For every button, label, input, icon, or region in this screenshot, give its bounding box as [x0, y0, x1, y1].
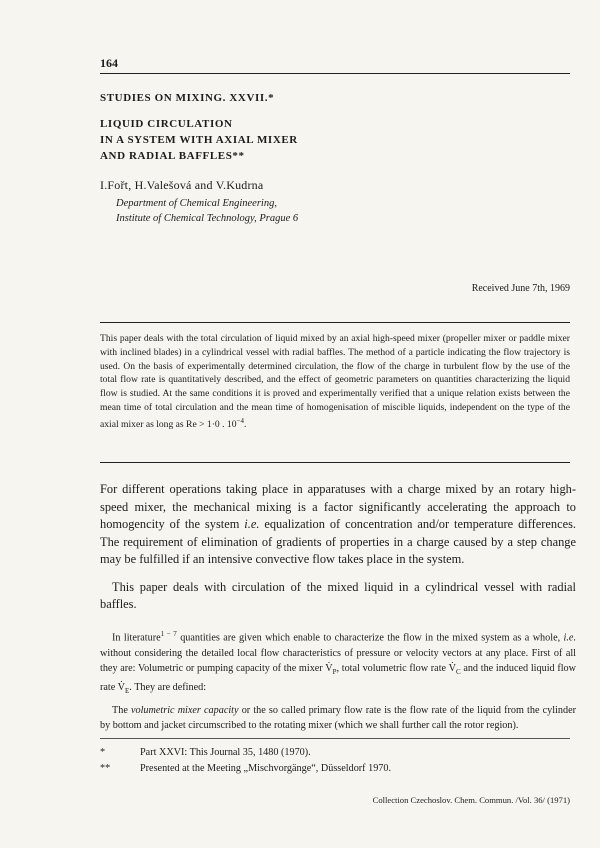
footnote-2: [100, 761, 391, 777]
footnotes: [100, 745, 391, 777]
series-title: STUDIES ON MIXING. XXVII.*: [100, 92, 275, 104]
footnote-rule: [100, 738, 570, 739]
affiliation-line-1: Department of Chemical Engineering,: [116, 198, 277, 209]
footnote-1-text: Part XXVI: This Journal 35, 1480 (1970).: [140, 747, 311, 758]
title-line-1: LIQUID CIRCULATION: [100, 118, 233, 130]
subscript-p: P: [332, 667, 337, 676]
abstract-bottom-rule: [100, 462, 570, 463]
abstract-top-rule: [100, 322, 570, 323]
body-text: [100, 481, 576, 614]
s1-f: . They are defined:: [129, 682, 207, 694]
body-p1-b: equalization of concentration and/or temperature differences. The requirement of elimination of gradients of properties in a charge caused by a step change may be fulfilled if an intensive convective flow takes place in the system.: [100, 517, 576, 566]
body-paragraph-1: [100, 481, 576, 569]
subscript-c: C: [455, 667, 461, 676]
small-text: [100, 627, 576, 734]
s2-a: The: [112, 705, 131, 717]
s2-b: or the so called primary flow rate is the flow rate of the liquid from the cylinder by bottom and jacket circumscribed to the rotating mixer (which we shall further call the rotor region).: [100, 705, 576, 732]
abstract-end: .: [243, 418, 247, 430]
title-line-2: IN A SYSTEM WITH AXIAL MIXER: [100, 134, 298, 146]
footnote-1: [100, 745, 391, 761]
abstract-text: This paper deals with the total circulation of liquid mixed by an axial high-speed mixer (propeller mixer or paddle mixer with inclined blades) in a cylindrical vessel with radial baffles. The method of a particle indicating the flow trajectory is used. On the basis of experimentally determined circulation, the flow of the charge in turbulent flow by the use of the total flow rate is quantitatively described, and the effect of geometric parameters on quantities characterizing the liquid flow is studied. At the same conditions it is proved and experimentally verified that a unique relation exists between the mean time of total circulation and the mean time of homogenisation of miscible liquids, independent on the type of the axial mixer as long as Re > 1·0 . 10: [100, 333, 570, 430]
s1-b: quantities are given which enable to characterize the flow in the mixed system as a whole,: [176, 632, 564, 644]
header-rule: [100, 73, 570, 74]
footnote-1-mark: *: [100, 747, 106, 758]
body-paragraph-2: This paper deals with circulation of the mixed liquid in a cylindrical vessel with radial baffles.: [100, 579, 576, 611]
body-p1-ie: i.e.: [244, 517, 260, 531]
small-paragraph-2: [100, 703, 576, 733]
abstract-exponent: −4: [236, 416, 244, 425]
abstract: [100, 332, 570, 432]
footnote-2-mark: **: [100, 763, 111, 774]
received-date: Received June 7th, 1969: [471, 283, 570, 294]
small-paragraph-1: [100, 627, 576, 699]
affiliation-line-2: Institute of Chemical Technology, Prague 6: [116, 213, 299, 224]
reference-superscript: 1 − 7: [160, 630, 177, 638]
footnote-2-text: Presented at the Meeting „Mischvorgänge“, Düsseldorf 1970.: [140, 763, 392, 774]
s1-a: In literature: [112, 632, 161, 644]
s2-term: volumetric mixer capacity: [130, 705, 239, 717]
journal-citation: Collection Czechoslov. Chem. Commun. /Vol. 36/ (1971): [372, 795, 570, 805]
s1-e: and the induced liquid flow rate V̇: [100, 662, 576, 694]
affiliation: [116, 196, 298, 226]
title-block: [100, 92, 540, 164]
s1-c: without considering the detailed local flow characteristics of pressure or velocity vectors at any place. First of all they are: Volumetric or pumping capacity of the mixer V̇: [100, 647, 576, 674]
subscript-e: E: [125, 687, 130, 696]
s1-d: , total volumetric flow rate V̇: [336, 662, 456, 674]
page-number: 164: [100, 56, 118, 70]
body-p1-a: For different operations taking place in apparatuses with a charge mixed by an rotary high-speed mixer, the mechanical mixing is a factor significantly accelerating the approach to homogencity of the system: [100, 482, 576, 531]
s1-ie: i.e.: [563, 632, 576, 644]
authors: I.Fořt, H.Valešová and V.Kudrna: [100, 178, 264, 192]
title-line-3: AND RADIAL BAFFLES**: [100, 150, 245, 162]
